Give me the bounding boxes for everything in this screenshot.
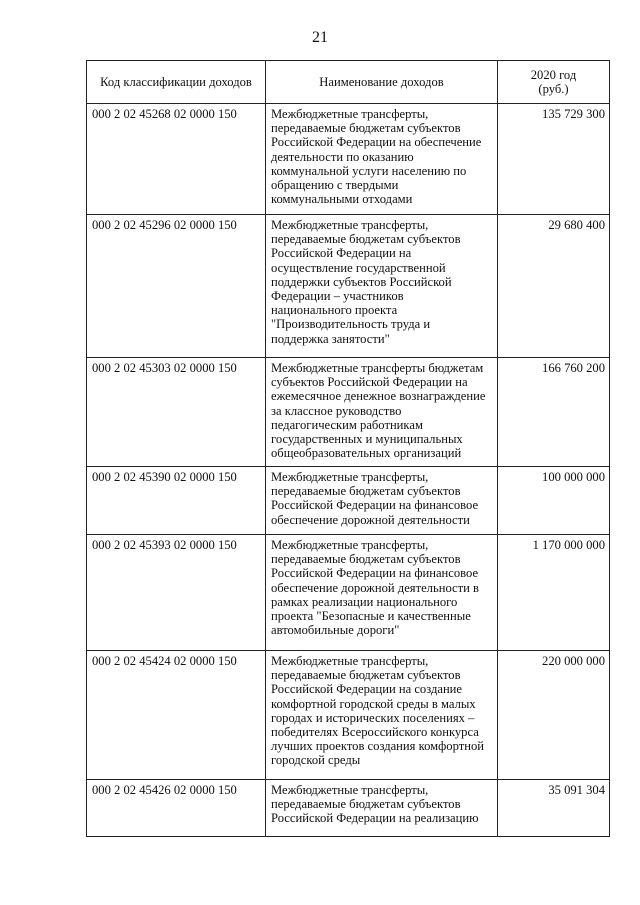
row-name-text: Межбюджетные трансферты, передаваемые бюджетам субъектов Российской Федерации на реализацию (271, 783, 479, 826)
row-name: Межбюджетные трансферты, передаваемые бюджетам субъектов Российской Федерации на финансовое обеспечение дорожной деятельности (266, 467, 498, 535)
table-row (87, 780, 610, 837)
row-amount: 35 091 304 (498, 780, 610, 837)
table-row (87, 651, 610, 780)
row-amount: 100 000 000 (498, 467, 610, 535)
row-code: 000 2 02 45296 02 0000 150 (87, 215, 266, 358)
row-amount: 166 760 200 (498, 358, 610, 467)
row-code: 000 2 02 45390 02 0000 150 (87, 467, 266, 535)
row-amount: 220 000 000 (498, 651, 610, 780)
row-name: Межбюджетные трансферты, передаваемые бюджетам субъектов Российской Федерации на создание комфортной городской среды в малых городах и исторических поселениях – победителях Всероссийского конкурса лучших проектов создания комфортной городской среды (266, 651, 498, 780)
table-row (87, 535, 610, 651)
table-row (87, 358, 610, 467)
row-code: 000 2 02 45424 02 0000 150 (87, 651, 266, 780)
row-name: Межбюджетные трансферты, передаваемые бюджетам субъектов Российской Федерации на финансовое обеспечение дорожной деятельности в рамках реализации национального проекта "Безопасные и качественные автомобильные дороги" (266, 535, 498, 651)
table-header-row (87, 61, 610, 104)
row-code: 000 2 02 45393 02 0000 150 (87, 535, 266, 651)
row-name (266, 780, 498, 837)
row-amount: 135 729 300 (498, 104, 610, 215)
revenue-table (86, 60, 610, 837)
row-code: 000 2 02 45426 02 0000 150 (87, 780, 266, 837)
row-amount: 1 170 000 000 (498, 535, 610, 651)
header-amount: 2020 год (руб.) (498, 61, 610, 104)
table-row (87, 215, 610, 358)
row-name: Межбюджетные трансферты, передаваемые бюджетам субъектов Российской Федерации на осуществление государственной поддержки субъектов Российской Федерации – участников национального проекта "Производительность труда и поддержка занятости" (266, 215, 498, 358)
table-row (87, 104, 610, 215)
header-name: Наименование доходов (266, 61, 498, 104)
page-number: 21 (312, 29, 328, 46)
header-code: Код классификации доходов (87, 61, 266, 104)
row-amount: 29 680 400 (498, 215, 610, 358)
table-row (87, 467, 610, 535)
row-code: 000 2 02 45303 02 0000 150 (87, 358, 266, 467)
row-name: Межбюджетные трансферты, передаваемые бюджетам субъектов Российской Федерации на обеспечение деятельности по оказанию коммунальной услуги населению по обращению с твердыми коммунальными отходами (266, 104, 498, 215)
row-name: Межбюджетные трансферты бюджетам субъектов Российской Федерации на ежемесячное денежное вознаграждение за классное руководство педагогическим работникам государственных и муниципальных общеобразовательных организаций (266, 358, 498, 467)
row-code: 000 2 02 45268 02 0000 150 (87, 104, 266, 215)
